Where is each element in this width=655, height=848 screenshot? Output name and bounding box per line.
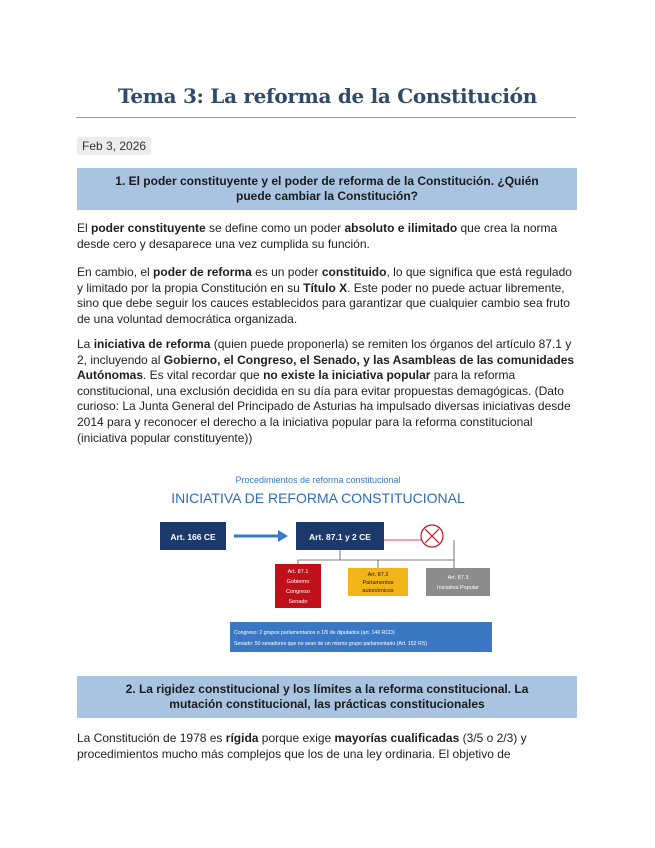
- box-art-87-2-line: autonómicos: [362, 588, 394, 594]
- section-2-heading: [77, 676, 577, 718]
- bold-text: rígida: [225, 731, 259, 745]
- date-badge: Feb 3, 2026: [77, 137, 151, 155]
- note-line-1: Congreso: 2 grupos parlamentarios o 1/5 de diputados (art. 146 RCD): [234, 630, 395, 636]
- text: (3/5 o 2/3) y procedimientos mucho más complejos que los de una ley ordinaria. El objetivo de: [77, 731, 527, 761]
- text: que crea la norma desde cero y desaparece una vez cumplida su función.: [77, 221, 558, 251]
- text: La Constitución de 1978 es: [77, 731, 226, 745]
- diagram-subtitle: Procedimientos de reforma constitucional: [235, 475, 401, 485]
- section-1-heading: [77, 168, 577, 210]
- text: La: [77, 337, 94, 351]
- box-art-87-3: [426, 568, 490, 596]
- box-art-87-1-line: Senado: [288, 599, 308, 605]
- bold-text: poder de reforma: [153, 265, 252, 279]
- text: . Es vital recordar que: [143, 368, 264, 383]
- bold-text: Título X: [303, 280, 348, 295]
- text: El: [77, 221, 92, 235]
- bold-text: absoluto e ilimitado: [344, 221, 458, 235]
- title-divider: [76, 117, 576, 118]
- bold-text: mayorías cualificadas: [334, 731, 460, 745]
- note-line-2: Senado: 50 senadores que no sean de un mismo grupo parlamentario (Art. 152 RS): [234, 641, 427, 647]
- box-art-87-1-line: Art. 87.1: [287, 569, 309, 575]
- box-art-87-2-line: Art. 87.2: [367, 572, 389, 578]
- box-art-87-label: Art. 87.1 y 2 CE: [309, 532, 371, 542]
- bold-text: poder constituyente: [91, 221, 206, 235]
- section-1-heading-line1: 1. El poder constituyente y el poder de reforma de la Constitución. ¿Quién: [115, 174, 539, 188]
- text: porque exige: [258, 731, 335, 745]
- diagram-title: INICIATIVA DE REFORMA CONSTITUCIONAL: [171, 490, 465, 506]
- box-art-87-2-line: Parlamentos: [362, 580, 394, 586]
- text: es un poder: [251, 265, 322, 279]
- bold-text: Gobierno, el Congreso, el Senado, y las Asambleas de las comunidades Autónomas: [77, 352, 575, 383]
- box-art-87-1-line: Congreso: [286, 589, 310, 595]
- iniciativa-reforma-diagram: [160, 468, 495, 658]
- text: En cambio, el: [77, 265, 154, 279]
- box-art-166-label: Art. 166 CE: [170, 532, 216, 542]
- box-note: [230, 622, 492, 652]
- paragraph-iniciativa-reforma: [77, 337, 577, 446]
- section-1-heading-line2: puede cambiar la Constitución?: [235, 189, 419, 203]
- text: para la reforma constitucional, una exclusión decidida en su día para evitar propuestas demagógicas. (Dato curioso: La Junta General del Principado de Asturias ha impulsado diversas iniciativas desde 2014 para y reconocer el derecho a la iniciativa popular para la reforma constitucional (iniciativa popular constituyente)): [77, 368, 571, 445]
- paragraph-poder-constituyente: [77, 221, 577, 252]
- paragraph-poder-reforma: [77, 265, 577, 327]
- diagram-svg: [160, 468, 495, 658]
- bold-text: constituido: [321, 265, 387, 279]
- box-art-87-1-line: Gobierno: [286, 579, 310, 585]
- text: . Este poder no puede actuar libremente, sino que debe seguir los cauces establecidos para garantizar que cualquier cambio sea fruto de una voluntad democrática organizada.: [77, 280, 570, 326]
- box-art-87-3-line: Art. 87.3: [447, 575, 469, 581]
- section-2-heading-line1: 2. La rigidez constitucional y los límites a la reforma constitucional. La: [125, 682, 529, 696]
- paragraph-rigidez: [77, 731, 577, 762]
- section-2-heading-line2: mutación constitucional, las prácticas constitucionales: [169, 697, 485, 711]
- bold-text: iniciativa de reforma: [93, 337, 211, 351]
- page-title: Tema 3: La reforma de la Constitución: [118, 84, 537, 108]
- arrow-head-icon: [278, 530, 288, 542]
- text: se define como un poder: [205, 221, 345, 235]
- text: (quien puede proponerla) se remiten los órganos del artículo 87.1 y 2, incluyendo al: [77, 337, 572, 367]
- text: , lo que significa que está regulado y limitado por la propia Constitución en su: [77, 265, 572, 295]
- box-art-87-3-line: Iniciativa Popular: [437, 585, 479, 591]
- bold-text: no existe la iniciativa popular: [263, 368, 431, 383]
